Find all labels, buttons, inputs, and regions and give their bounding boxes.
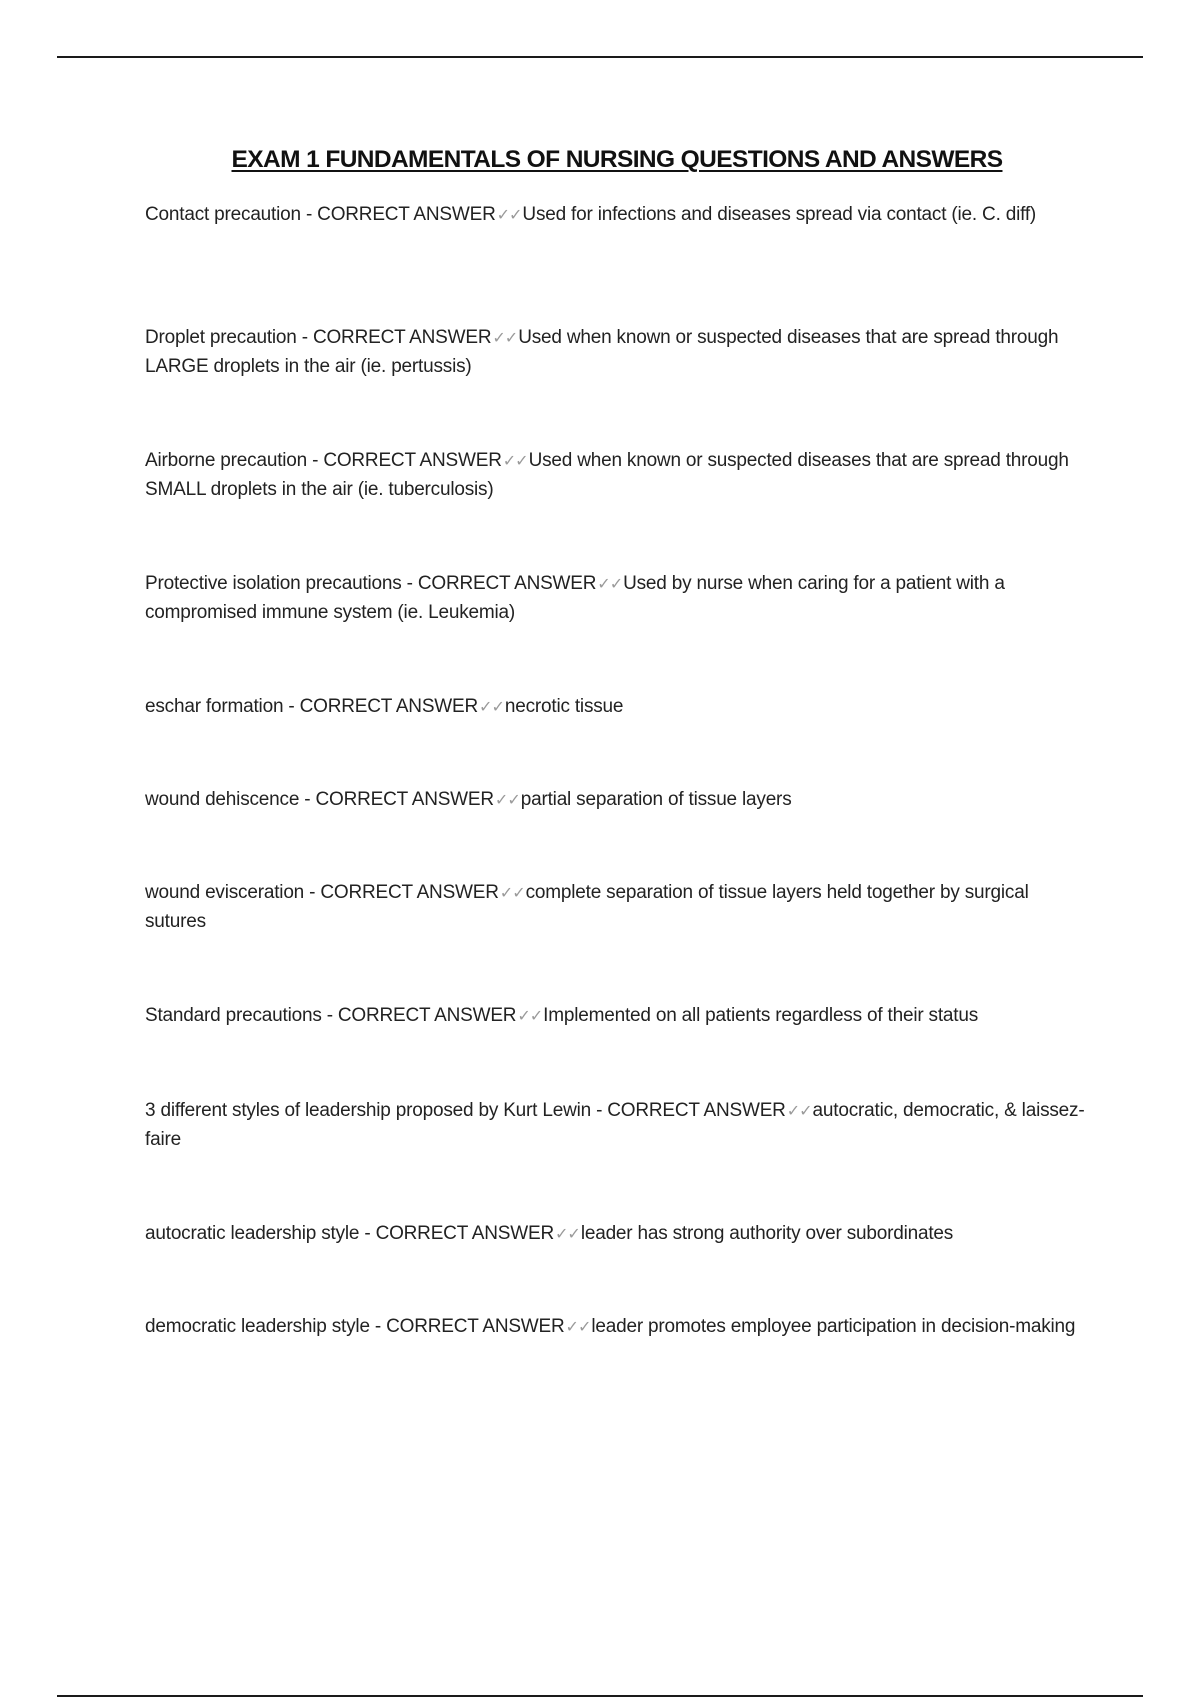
qa-term: wound dehiscence (145, 789, 300, 810)
qa-separator: - CORRECT ANSWER (359, 1223, 554, 1244)
qa-separator: - CORRECT ANSWER (321, 1005, 517, 1026)
qa-answer: Used when known or suspected diseases that are spread through SMALL droplets in the air (ie. tuberculosis) (145, 450, 1069, 500)
qa-separator: - CORRECT ANSWER (590, 1100, 786, 1121)
double-check-icon: ✓✓ (494, 790, 520, 809)
qa-answer: autocratic, democratic, & laissez-faire (145, 1100, 1085, 1150)
qa-separator: - CORRECT ANSWER (300, 204, 496, 225)
qa-item-democratic-style (145, 1312, 1085, 1341)
double-check-icon: ✓✓ (597, 574, 623, 593)
qa-answer: necrotic tissue (504, 696, 624, 717)
qa-term: eschar formation (145, 696, 284, 717)
qa-answer: complete separation of tissue layers held together by surgical sutures (145, 882, 1029, 932)
qa-item-autocratic-style (145, 1219, 1085, 1248)
qa-answer: leader has strong authority over subordinates (580, 1223, 954, 1244)
document-title-text: EXAM 1 FUNDAMENTALS OF NURSING QUESTIONS AND ANSWERS (231, 146, 1003, 173)
qa-answer: leader promotes employee participation in decision-making (591, 1316, 1076, 1337)
double-check-icon: ✓✓ (492, 328, 518, 347)
double-check-icon: ✓✓ (517, 1006, 543, 1025)
qa-item-wound-evisceration (145, 878, 1085, 936)
qa-separator: - CORRECT ANSWER (304, 882, 499, 903)
qa-term: autocratic leadership style (145, 1223, 360, 1244)
qa-answer: Used for infections and diseases spread via contact (ie. C. diff) (522, 204, 1037, 225)
qa-term: Standard precautions (145, 1005, 322, 1026)
double-check-icon: ✓✓ (479, 697, 504, 716)
double-check-icon: ✓✓ (786, 1101, 812, 1120)
document-title (0, 146, 1200, 174)
qa-term: Protective isolation precautions (145, 573, 402, 594)
double-check-icon: ✓✓ (499, 883, 525, 902)
double-check-icon: ✓✓ (496, 205, 522, 224)
qa-item-wound-dehiscence (145, 785, 1085, 814)
top-rule (57, 56, 1143, 58)
qa-term: 3 different styles of leadership proposed by Kurt Lewin (145, 1100, 591, 1121)
qa-separator: - CORRECT ANSWER (283, 696, 479, 717)
qa-term: democratic leadership style (145, 1316, 370, 1337)
qa-item-droplet-precaution (145, 323, 1085, 381)
qa-term: Contact precaution (145, 204, 301, 225)
qa-item-protective-isolation (145, 569, 1085, 627)
bottom-rule (57, 1695, 1143, 1697)
double-check-icon: ✓✓ (555, 1224, 580, 1243)
qa-answer: Implemented on all patients regardless of their status (543, 1005, 979, 1026)
qa-term: wound evisceration (145, 882, 305, 903)
qa-term: Airborne precaution (145, 450, 308, 471)
qa-item-contact-precaution (145, 200, 1085, 229)
qa-answer: Used when known or suspected diseases that are spread through LARGE droplets in the air (ie. pertussis) (145, 327, 1059, 377)
qa-term: Droplet precaution (145, 327, 297, 348)
qa-item-airborne-precaution (145, 446, 1085, 504)
qa-separator: - CORRECT ANSWER (369, 1316, 565, 1337)
qa-answer: Used by nurse when caring for a patient with a compromised immune system (ie. Leukemia) (145, 573, 1005, 623)
double-check-icon: ✓✓ (502, 451, 528, 470)
qa-item-standard-precautions (145, 1001, 1085, 1030)
qa-item-eschar-formation (145, 692, 1085, 721)
qa-item-leadership-styles (145, 1096, 1085, 1154)
qa-answer: partial separation of tissue layers (520, 789, 792, 810)
qa-separator: - CORRECT ANSWER (401, 573, 597, 594)
qa-separator: - CORRECT ANSWER (307, 450, 502, 471)
qa-separator: - CORRECT ANSWER (296, 327, 492, 348)
double-check-icon: ✓✓ (565, 1317, 591, 1336)
qa-separator: - CORRECT ANSWER (299, 789, 494, 810)
